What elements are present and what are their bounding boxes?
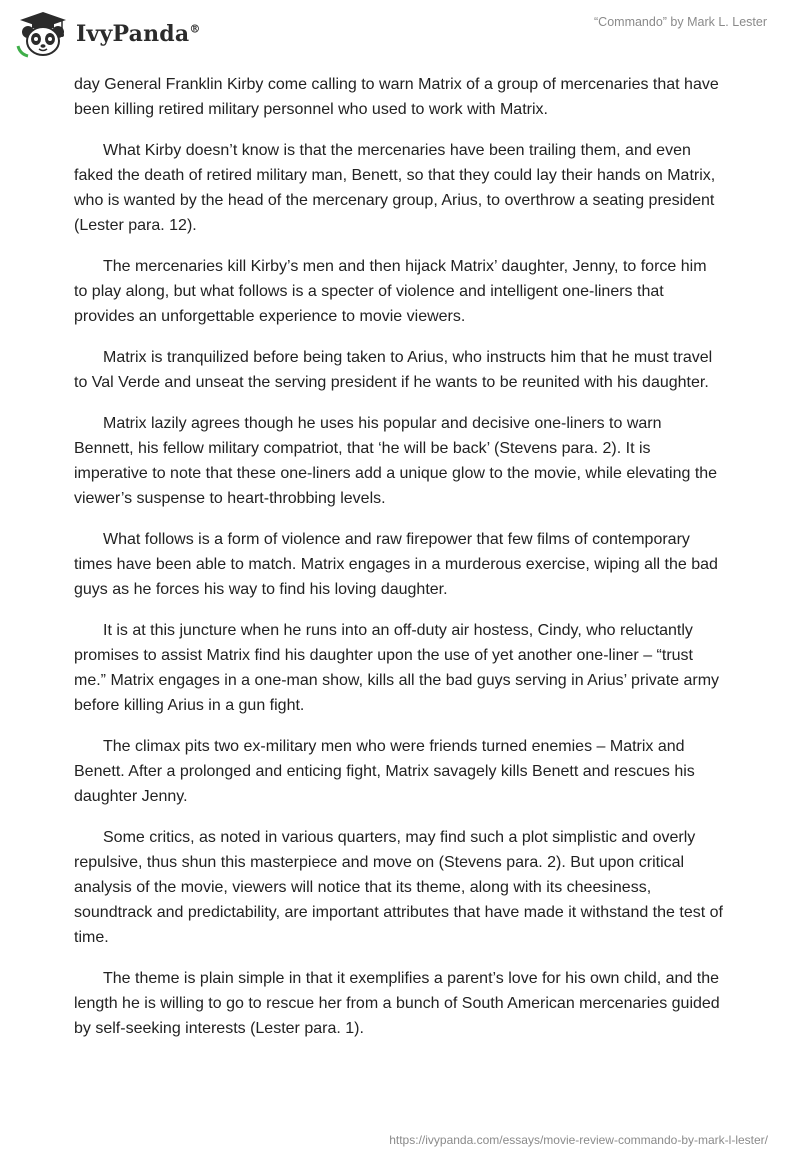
paragraph: What Kirby doesn’t know is that the mercenaries have been trailing them, and even faked the death of retired military man, Benett, so that they could lay their hands on Matrix, who is wanted by the head of the mercenary group, Arius, to overthrow a seating president (Lester para. 12). bbox=[74, 142, 716, 234]
page-header bbox=[0, 0, 800, 70]
brand-logo[interactable] bbox=[14, 8, 201, 60]
paragraph: It is at this juncture when he runs into an off-duty air hostess, Cindy, who reluctantly promises to assist Matrix find his daughter upon the use of yet another one-liner – “trust me.” Matrix engages in a one-man show, kills all the bad guys serving in Arius’ private army before killing Arius in a gun fight. bbox=[74, 622, 720, 714]
paragraph: Some critics, as noted in various quarters, may find such a plot simplistic and overly repulsive, thus shun this masterpiece and move on (Stevens para. 2). But upon critical analysis of the movie, viewers will notice that its theme, along with its cheesiness, soundtrack and predictability, are important attributes that have made it withstand the test of time. bbox=[74, 829, 723, 946]
paragraph: The mercenaries kill Kirby’s men and then hijack Matrix’ daughter, Jenny, to force him to play along, but what follows is a specter of violence and intelligent one-liners that provides an unforgettable experience to movie viewers. bbox=[74, 258, 707, 325]
brand-name bbox=[76, 21, 201, 47]
paragraph: The theme is plain simple in that it exemplifies a parent’s love for his own child, and the length he is willing to go to rescue her from a bunch of South American mercenaries guided by self-seeking interests (Lester para. 1). bbox=[74, 970, 720, 1037]
paragraph: Matrix lazily agrees though he uses his popular and decisive one-liners to warn Bennett, his fellow military compatriot, that ‘he will be back’ (Stevens para. 2). It is imperative to note that these one-liners add a unique glow to the movie, while elevating the viewer’s suspense to heart-throbbing levels. bbox=[74, 415, 718, 507]
brand-text: IvyPanda bbox=[76, 21, 190, 47]
paragraph: The climax pits two ex-military men who were friends turned enemies – Matrix and Benett. After a prolonged and enticing fight, Matrix savagely kills Benett and rescues his daughter Jenny. bbox=[74, 738, 695, 805]
source-url[interactable]: https://ivypanda.com/essays/movie-review-commando-by-mark-l-lester/ bbox=[389, 1133, 768, 1147]
essay-body bbox=[74, 72, 724, 1057]
paragraph: Matrix is tranquilized before being taken to Arius, who instructs him that he must travel to Val Verde and unseat the serving president if he wants to be reunited with his daughter. bbox=[74, 349, 713, 391]
panda-graduate-icon bbox=[14, 10, 72, 58]
document-title: “Commando” by Mark L. Lester bbox=[594, 15, 767, 29]
paragraph: day General Franklin Kirby come calling to warn Matrix of a group of mercenaries that have been killing retired military personnel who used to work with Matrix. bbox=[74, 76, 719, 118]
paragraph: What follows is a form of violence and raw firepower that few films of contemporary times have been able to match. Matrix engages in a murderous exercise, wiping all the bad guys as he forces his way to find his loving daughter. bbox=[74, 531, 718, 598]
registered-mark: ® bbox=[189, 22, 201, 36]
